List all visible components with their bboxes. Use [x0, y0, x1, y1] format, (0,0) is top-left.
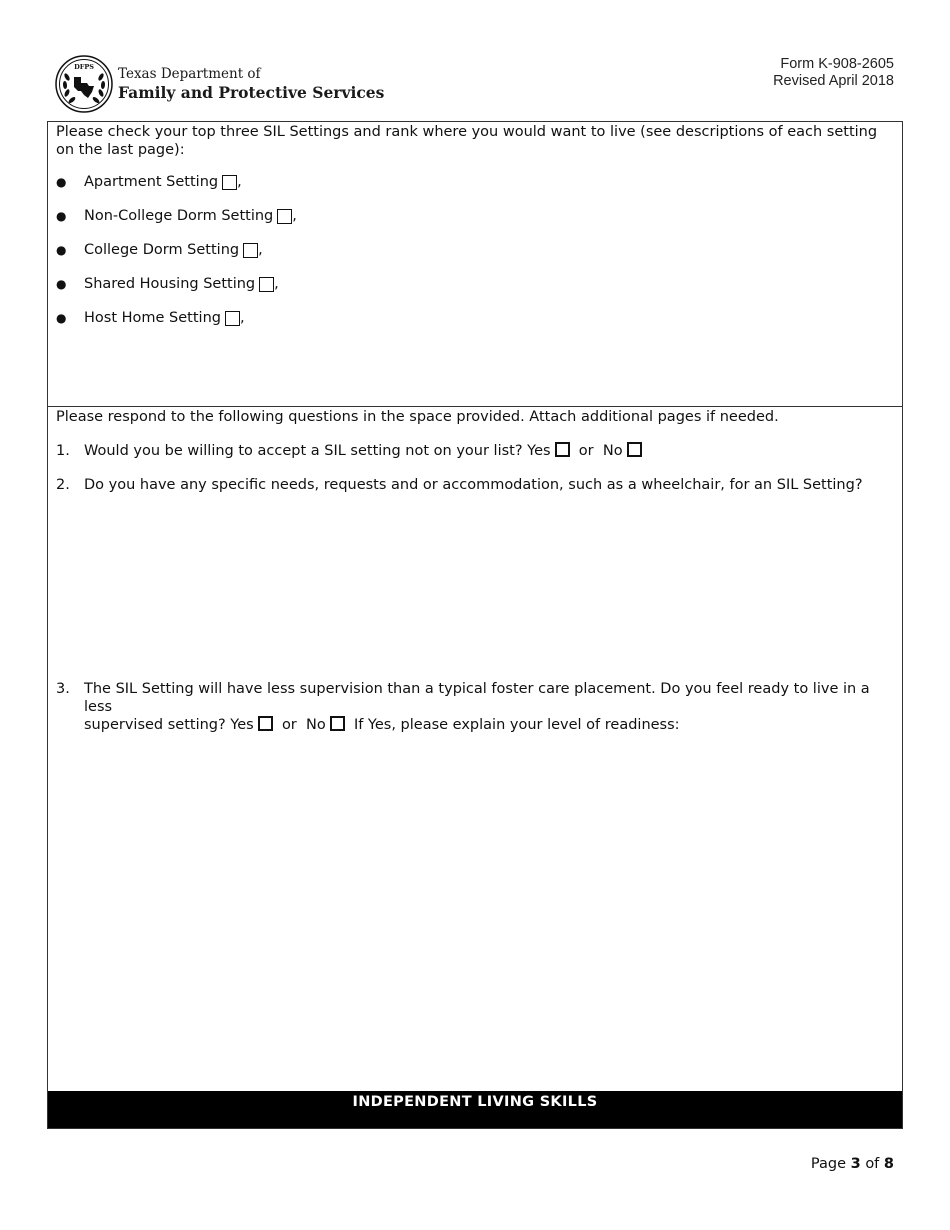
question-3	[56, 680, 892, 734]
bullet-icon: ●	[56, 175, 67, 189]
college-dorm-checkbox[interactable]	[243, 243, 258, 258]
form-number: Form K-908-2605	[780, 56, 894, 72]
svg-text:DFPS: DFPS	[74, 63, 94, 71]
setting-item-non-college-dorm: ● Non-College Dorm Setting ,	[56, 208, 297, 224]
or-label: or	[578, 443, 594, 459]
q3-no-checkbox[interactable]	[330, 716, 345, 731]
agency-line-2: Family and Protective Services	[118, 83, 385, 102]
setting-item-college-dorm: ● College Dorm Setting ,	[56, 242, 263, 258]
section-banner: INDEPENDENT LIVING SKILLS	[48, 1091, 902, 1128]
form-revised-date: Revised April 2018	[773, 73, 894, 89]
no-label: No	[306, 717, 326, 733]
no-label: No	[602, 443, 623, 459]
setting-label: Apartment Setting	[84, 174, 219, 190]
question-text: Do you have any specific needs, requests and or accommodation, such as a wheelchair, for an SIL Setting?	[84, 477, 863, 493]
page-total: 8	[883, 1156, 894, 1172]
question-number: 1.	[56, 443, 70, 459]
dfps-seal-logo	[55, 55, 113, 113]
question-number: 2.	[56, 477, 70, 493]
host-home-checkbox[interactable]	[225, 311, 240, 326]
setting-label: Host Home Setting	[84, 310, 221, 326]
question-number: 3.	[56, 681, 70, 697]
non-college-dorm-checkbox[interactable]	[277, 209, 292, 224]
bullet-icon: ●	[56, 277, 67, 291]
page-current: 3	[850, 1156, 861, 1172]
q3-yes-checkbox[interactable]	[258, 716, 273, 731]
setting-label: Non-College Dorm Setting	[84, 208, 274, 224]
setting-item-apartment: ● Apartment Setting ,	[56, 174, 242, 190]
bullet-icon: ●	[56, 209, 67, 223]
question-2	[56, 476, 892, 494]
page-label: Page	[810, 1156, 846, 1172]
setting-item-host-home: ● Host Home Setting ,	[56, 310, 245, 326]
of-label: of	[865, 1156, 880, 1172]
question-text: Would you be willing to accept a SIL setting not on your list? Yes	[84, 443, 551, 459]
question-1	[56, 442, 892, 460]
form-frame	[47, 121, 903, 1129]
shared-housing-checkbox[interactable]	[259, 277, 274, 292]
question-text-line-1: The SIL Setting will have less supervision than a typical foster care placement. Do you feel ready to live in a less	[84, 681, 870, 715]
agency-line-1: Texas Department of	[118, 66, 261, 82]
bullet-icon: ●	[56, 243, 67, 257]
page-number	[811, 1156, 894, 1172]
agency-name	[118, 66, 384, 103]
sil-settings-section	[48, 122, 902, 407]
form-meta	[773, 56, 894, 90]
apartment-setting-checkbox[interactable]	[222, 175, 237, 190]
setting-label: Shared Housing Setting	[84, 276, 256, 292]
bullet-icon: ●	[56, 311, 67, 325]
question-tail: If Yes, please explain your level of readiness:	[353, 717, 680, 733]
settings-intro: Please check your top three SIL Settings and rank where you would want to live (see descriptions of each setting on the last page):	[56, 124, 878, 158]
question-text-line-2: supervised setting? Yes	[84, 717, 254, 733]
q1-yes-checkbox[interactable]	[555, 442, 570, 457]
or-label: or	[281, 717, 297, 733]
q1-no-checkbox[interactable]	[627, 442, 642, 457]
setting-label: College Dorm Setting	[84, 242, 240, 258]
questions-intro: Please respond to the following questions in the space provided. Attach additional pages if needed.	[56, 409, 779, 425]
setting-item-shared-housing: ● Shared Housing Setting ,	[56, 276, 279, 292]
